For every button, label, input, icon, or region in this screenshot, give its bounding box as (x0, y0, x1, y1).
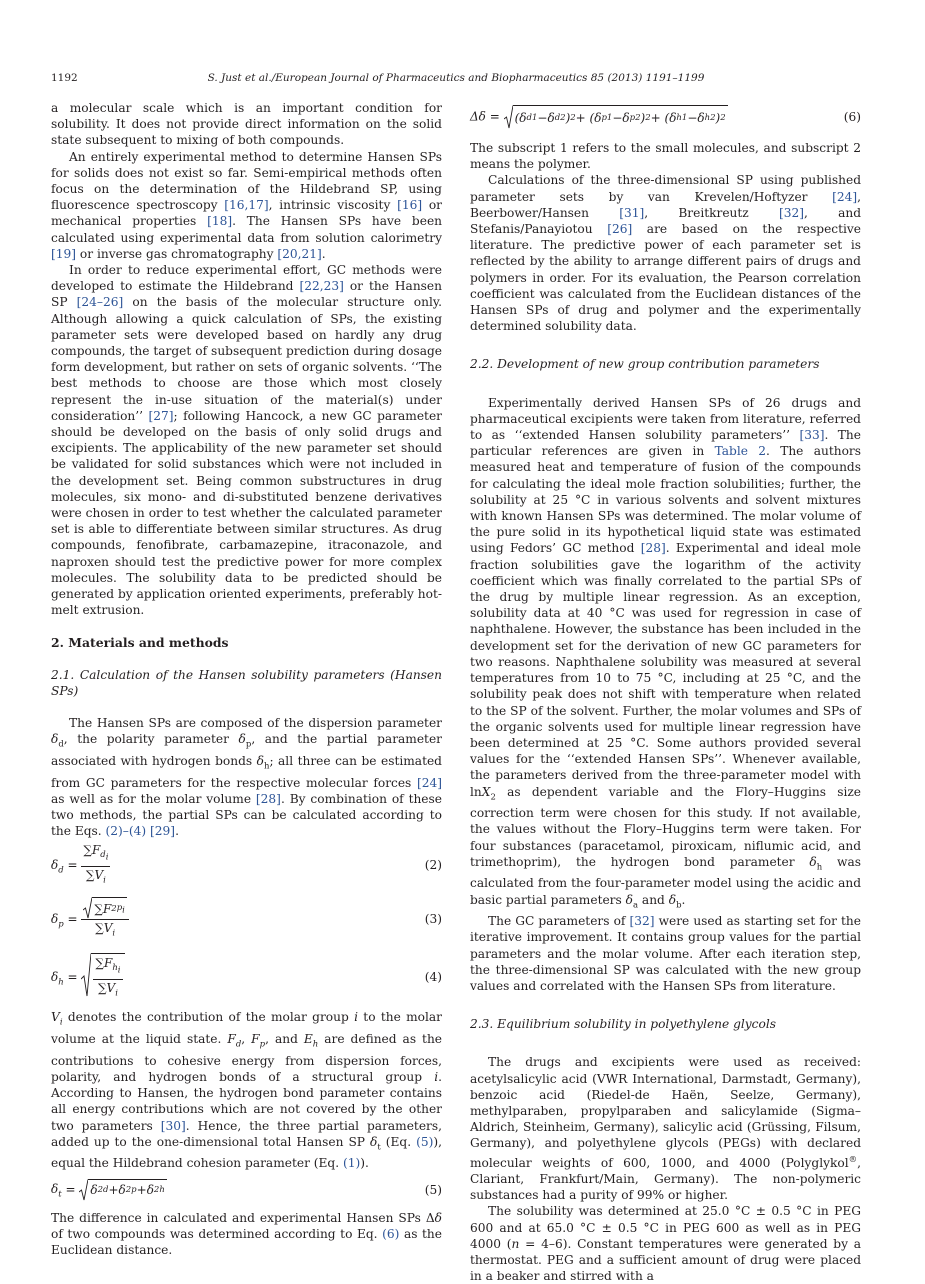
equation-5: $\delta_t$ = δ 2 d + δ 2 p + δ 2 h (5) (51, 1176, 442, 1206)
subsection-heading: 2.2. Development of new group contribution parameters (470, 357, 820, 372)
equation-link[interactable]: (2)–(4) (105, 824, 147, 839)
equation-4: $\delta_h$ = $\frac{\sum F_{h_i}}{\sum V_i}$ (4) (51, 951, 442, 1003)
table-link[interactable]: Table 2 (714, 444, 767, 459)
subsection-heading: 2.1. Calculation of the Hansen solubility parameters (Hansen SPs) (51, 667, 442, 698)
equation-6: Δδ = ( δ d1 − δ d2 ) 2 + ( δ p1 − δ p2 ) 2 + ( δ h1 − δ h2 ) 2 (6) (470, 100, 861, 134)
reference-link[interactable]: [32] (778, 205, 804, 220)
reference-link[interactable]: [32] (629, 914, 655, 929)
running-header (51, 72, 861, 88)
equation-number: (2) (424, 858, 442, 873)
left-column (51, 100, 442, 1258)
paragraph: Calculations of the three-dimensional SP using published parameter sets by van Krevelen/Hoftyzer [24], Beerbower/Hansen [31], Breitkreutz [32], and Stefanis/Panayiotou [26] are based on the respective literature. The predictive power of each parameter set is reflected by the ability to arrange different pairs of drugs and polymers in order. For its evaluation, the Pearson correlation coefficient was calculated from the Euclidean distances of the Hansen SPs of drug and polymer and the experimentally determined solubility data. (470, 173, 861, 334)
reference-link[interactable]: [28] (255, 791, 281, 806)
equation-number: (5) (424, 1183, 442, 1198)
equation-number: (3) (424, 912, 442, 927)
equation-3: $\delta_p$ = ∑ F 2 $p_i$ $\sum V_i$ (3) (51, 893, 442, 945)
section-heading: 2. Materials and methods (51, 634, 229, 650)
reference-link[interactable]: [31] (619, 205, 645, 220)
paragraph: The solubility was determined at 25.0 °C ± 0.5 °C in PEG 600 and at 65.0 °C ± 0.5 °C in PEG 600 as well as in PEG 4000 (n = 4–6). Constant temperatures were generated by a thermostat. PEG and a sufficient amount of drug were placed in a beaker and stirred with a (470, 1204, 862, 1284)
paragraph: In order to reduce experimental effort, GC methods were developed to estimate the Hildebrand [22,23] or the Hansen SP [24–26] on the basis of the molecular structure only. Although allowing a quick calculation of SPs, the existing parameter sets were developed based on hardly any drug compounds, the target of subsequent prediction during dosage form development, but rather on sets of organic solvents. ‘‘The best methods to choose are those which most closely represent the in-use situation of the material(s) under consideration’’ [27]; following Hancock, a new GC parameter should be developed on the basis of only solid drugs and excipients. The applicability of the new parameter set should be validated for solid substances which were not included in the development set. Being common substructures in drug molecules, six mono- and di-substituted benzene derivatives were chosen in order to test whether the calculated parameter set is able to differentiate between similar structures. As drug compounds, fenofibrate, carbamazepine, itraconazole, and naproxen should test the predictive power for more complex molecules. The solubility data to be predicted should be generated by application oriented experiments, preferably hot-melt extrusion. (51, 263, 442, 618)
paragraph: The drugs and excipients were used as received: acetylsalicylic acid (VWR International, Darmstadt, Germany), benzoic acid (Riedel-de Haën, Seelze, Germany), methylparaben, propylparaben and salicylamide (Sigma–Aldrich, Steinheim, Germany), salicylic acid (Grüssing, Filsum, Germany), and polyethylene glycols (PEGs) with declared molecular weights of 600, 1000, and 4000 (Polyglykol®, Clariant, Frankfurt/Main, Germany). The non-polymeric substances had a purity of 99% or higher. (470, 1055, 861, 1203)
reference-link[interactable]: [29] (150, 824, 176, 839)
equation-2: $\delta_d$ = $\frac{\sum F_{d_i}}{\sum V_i}$ (2) (51, 842, 442, 886)
equation-link[interactable]: (5) (416, 1134, 434, 1149)
equation-number: (4) (424, 970, 442, 985)
reference-link[interactable]: [24–26] (76, 295, 124, 310)
reference-link[interactable]: [22,23] (299, 279, 344, 294)
reference-link[interactable]: [16,17] (224, 198, 269, 213)
reference-link[interactable]: [26] (607, 222, 633, 237)
reference-link[interactable]: [24] (832, 189, 858, 204)
reference-link[interactable]: [33] (799, 428, 825, 443)
journal-citation: S. Just et al./European Journal of Pharmaceutics and Biopharmaceutics 85 (2013) 1191–1199 (207, 72, 705, 84)
equation-link[interactable]: (6) (382, 1226, 400, 1241)
reference-link[interactable]: [27] (148, 408, 174, 423)
paragraph: The difference in calculated and experimental Hansen SPs Δδ of two compounds was determined according to Eq. (6) as the Euclidean distance. (51, 1210, 442, 1257)
paragraph: The GC parameters of [32] were used as starting set for the iterative improvement. It contains group values for the partial parameters and the molar volume. After each iteration step, the three-dimensional SP was calculated with the new group values and correlated with the Hansen SPs from literature. (470, 914, 861, 994)
reference-link[interactable]: [28] (640, 541, 666, 556)
paragraph: The subscript 1 refers to the small molecules, and subscript 2 means the polymer. (470, 141, 861, 172)
paragraph: The Hansen SPs are composed of the dispersion parameter $\delta_d$, the polarity parameter $\delta_p$, and the partial parameter associated with hydrogen bonds $\delta_h$; all three can be estimated from GC parameters for the respective molecular forces [24] as well as for the molar volume [28]. By combination of these two methods, the partial SPs can be calculated according to the Eqs. (2)–(4) [29]. (51, 716, 442, 839)
reference-link[interactable]: [18] (207, 214, 233, 229)
equation-link[interactable]: (1) (342, 1156, 361, 1171)
subsection-heading: 2.3. Equilibrium solubility in polyethylene glycols (470, 1017, 777, 1032)
right-column (470, 100, 861, 1284)
page-number: 1192 (51, 72, 78, 84)
paragraph: $V_i$ denotes the contribution of the molar group i to the molar volume at the liquid state. $F_d$, $F_p$, and $E_h$ are defined as the contributions to cohesive energy from dispersion forces, polarity, and hydrogen bonds of a structural group i. According to Hansen, the hydrogen bond parameter contains all energy contributions which are not covered by the other two parameters [30]. Hence, the three partial parameters, added up to the one-dimensional total Hansen SP $\delta_t$ (Eq. (5)), equal the Hildebrand cohesion parameter (Eq. (1)). (51, 1010, 443, 1171)
reference-link[interactable]: [30] (160, 1118, 186, 1133)
paragraph: Experimentally derived Hansen SPs of 26 drugs and pharmaceutical excipients were taken from literature, referred to as ‘‘extended Hansen solubility parameters’’ [33]. The particular references are given in Table 2. The authors measured heat and temperature of fusion of the compounds for calculating the ideal mole fraction solubilities; further, the solubility at 25 °C in various solvents and solvent mixtures with known Hansen SPs was determined. The molar volume of the pure solid in its hypothetical liquid state was estimated using Fedors’ GC method [28]. Experimental and ideal mole fraction solubilities gave the logarithm of the activity coefficient which was finally correlated to the partial SPs of the drug by multiple linear regression. As an exception, solubility data at 40 °C was used for regression in case of naphthalene. However, the substance has been included in the development set for the derivation of new GC parameters for two reasons. Naphthalene solubility was measured at several temperatures from 10 to 75 °C, including at 25 °C, and the solubility peak does not shift with temperature when related to the SP of the solvent. Further, the molar volumes and SPs of the organic solvents used for multiple linear regression have been determined at 25 °C. Some authors provided several values for the ‘‘extended Hansen SPs’’. Whenever available, the parameters derived from the three-parameter model with lnX$_2$ as dependent variable and the Flory–Huggins size correction term were chosen for this study. If not available, the values without the Flory–Huggins term were taken. For four substances (paracetamol, piroxicam, niflumic acid, and trimethoprim), the hydrogen bond parameter $\delta_h$ was calculated from the four-parameter model using the acidic and basic partial parameters $\delta_a$ and $\delta_b$. (470, 395, 862, 911)
reference-link[interactable]: [16] (397, 198, 423, 213)
paragraph: a molecular scale which is an important condition for solubility. It does not provide direct information on the solid state subsequent to mixing of both compounds. (51, 101, 442, 148)
reference-link[interactable]: [24] (416, 775, 442, 790)
paragraph: An entirely experimental method to determine Hansen SPs for solids does not exist so far. Semi-empirical methods often focus on the determination of the Hildebrand SP, using fluorescence spectroscopy [16,17], intrinsic viscosity [16] or mechanical properties [18]. The Hansen SPs have been calculated using experimental data from solution calorimetry [19] or inverse gas chromatography [20,21]. (51, 149, 443, 261)
reference-link[interactable]: [19] (51, 246, 77, 261)
equation-number: (6) (843, 109, 861, 124)
reference-link[interactable]: [20,21] (277, 246, 322, 261)
